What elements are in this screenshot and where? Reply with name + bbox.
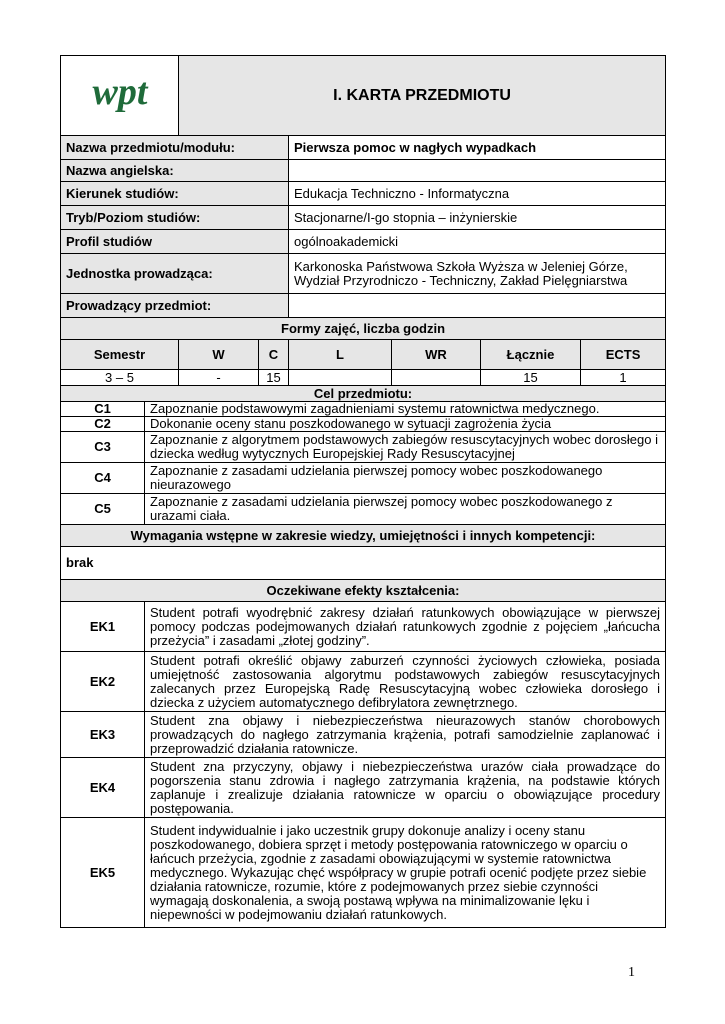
page-number: 1: [628, 965, 635, 980]
info-label: Profil studiów: [61, 230, 289, 254]
table-cell: 15: [259, 370, 289, 386]
goal-row: [61, 494, 666, 525]
header-row: [61, 56, 666, 136]
goal-code: C4: [61, 463, 145, 494]
outcome-row: [61, 818, 666, 928]
info-value: [289, 294, 666, 318]
column-header: W: [179, 340, 259, 370]
table-cell: [289, 370, 392, 386]
outcomes-heading: Oczekiwane efekty kształcenia:: [61, 580, 666, 602]
outcome-code: EK4: [61, 758, 145, 818]
outcome-text: Student potrafi wyodrębnić zakresy działań ratunkowych obowiązujące w pierwszej pomocy podczas podejmowanych działań ratunkowych zgodnie z pojęciem „łańcucha przeżycia” i zasadami „złotej godziny”.: [145, 602, 666, 652]
goal-text: Dokonanie oceny stanu poszkodowanego w sytuacji zagrożenia życia: [145, 417, 666, 432]
goal-code: C3: [61, 432, 145, 463]
table-cell: 15: [481, 370, 581, 386]
requirements-row: [61, 547, 666, 580]
page-title: I. KARTA PRZEDMIOTU: [179, 56, 666, 136]
requirements-heading: Wymagania wstępne w zakresie wiedzy, umiejętności i innych kompetencji:: [61, 525, 666, 547]
info-value: Pierwsza pomoc w nagłych wypadkach: [289, 136, 666, 160]
outcome-code: EK5: [61, 818, 145, 928]
goal-text: Zapoznanie z zasadami udzielania pierwszej pomocy wobec poszkodowanego z urazami ciała.: [145, 494, 666, 525]
goal-row: [61, 417, 666, 432]
outcome-row: [61, 758, 666, 818]
info-value: Karkonoska Państwowa Szkoła Wyższa w Jeleniej Górze, Wydział Przyrodniczo - Techniczny, Zakład Pielęgniarstwa: [289, 254, 666, 294]
forms-heading: Formy zajęć, liczba godzin: [61, 318, 666, 340]
outcome-text: Student indywidualnie i jako uczestnik grupy dokonuje analizy i oceny stanu poszkodowanego, dobiera sprzęt i metody postępowania ratowniczego w oparciu o łańcuch przeżycia, zgodnie z zasadami obowiązującymi w systemie ratownictwa medycznego. Wykazując chęć współpracy w grupie potrafi ocenić podjęte przez siebie działania ratownicze, rozumie, które z podejmowanych przez siebie czynności wymagają doskonalenia, a swoją postawą wpływa na minimalizowanie lęku i niepewności w podejmowaniu działań ratunkowych.: [145, 818, 666, 928]
outcome-code: EK2: [61, 652, 145, 712]
column-header: WR: [392, 340, 481, 370]
info-row: [61, 160, 666, 182]
goals-heading-row: [61, 386, 666, 402]
info-value: Edukacja Techniczno - Informatyczna: [289, 182, 666, 206]
outcome-text: Student potrafi określić objawy zaburzeń czynności życiowych człowieka, posiada umiejętność zastosowania algorytmu podstawowych zabiegów resuscytacyjnych zalecanych przez Europejską Radę Resuscytacyjną wobec człowieka dorosłego i dziecka z użyciem automatycznego defibrylatora zewnętrznego.: [145, 652, 666, 712]
info-label: Prowadzący przedmiot:: [61, 294, 289, 318]
course-card-table: [60, 55, 666, 386]
goal-row: [61, 463, 666, 494]
outcome-code: EK1: [61, 602, 145, 652]
goal-code: C1: [61, 402, 145, 417]
goal-code: C2: [61, 417, 145, 432]
info-row: [61, 136, 666, 160]
goal-row: [61, 402, 666, 417]
outcome-text: Student zna przyczyny, objawy i niebezpieczeństwa urazów ciała prowadzące do pogorszenia stanu zdrowia i nagłego zatrzymania krążenia, na podstawie których zaplanuje i zrealizuje działania ratownicze w oparciu o obowiązujące procedury postępowania.: [145, 758, 666, 818]
column-header: Łącznie: [481, 340, 581, 370]
requirements-text: brak: [61, 547, 666, 580]
info-row: [61, 254, 666, 294]
outcome-code: EK3: [61, 712, 145, 758]
info-label: Nazwa angielska:: [61, 160, 289, 182]
svg-text:wpt: wpt: [92, 72, 147, 113]
column-header: ECTS: [581, 340, 666, 370]
logo-cell: [61, 56, 179, 136]
forms-heading-row: [61, 318, 666, 340]
goal-text: Zapoznanie podstawowymi zagadnieniami systemu ratownictwa medycznego.: [145, 402, 666, 417]
info-value: ogólnoakademicki: [289, 230, 666, 254]
goal-row: [61, 432, 666, 463]
requirements-heading-row: [61, 525, 666, 547]
column-header: C: [259, 340, 289, 370]
table-cell: 1: [581, 370, 666, 386]
outcome-row: [61, 652, 666, 712]
course-card: [60, 55, 665, 928]
outcome-text: Student zna objawy i niebezpieczeństwa nieurazowych stanów chorobowych prowadzących do nagłego zatrzymania krążenia, potrafi samodzielnie zaplanować i przeprowadzić działania ratownicze.: [145, 712, 666, 758]
table-cell: [392, 370, 481, 386]
info-value: [289, 160, 666, 182]
info-row: [61, 230, 666, 254]
forms-columns-row: [61, 340, 666, 370]
info-row: [61, 294, 666, 318]
table-cell: -: [179, 370, 259, 386]
goal-text: Zapoznanie z algorytmem podstawowych zabiegów resuscytacyjnych wobec dorosłego i dziecka według wytycznych Europejskiej Rady Resuscytacyjnej: [145, 432, 666, 463]
outcome-row: [61, 712, 666, 758]
info-row: [61, 206, 666, 230]
goals-table: [60, 385, 666, 928]
table-cell: 3 – 5: [61, 370, 179, 386]
info-label: Kierunek studiów:: [61, 182, 289, 206]
info-row: [61, 182, 666, 206]
info-value: Stacjonarne/I-go stopnia – inżynierskie: [289, 206, 666, 230]
column-header: L: [289, 340, 392, 370]
outcome-row: [61, 602, 666, 652]
info-label: Tryb/Poziom studiów:: [61, 206, 289, 230]
wpt-logo: [75, 72, 165, 116]
column-header: Semestr: [61, 340, 179, 370]
info-label: Jednostka prowadząca:: [61, 254, 289, 294]
goals-heading: Cel przedmiotu:: [61, 386, 666, 402]
goal-code: C5: [61, 494, 145, 525]
forms-values-row: [61, 370, 666, 386]
outcomes-heading-row: [61, 580, 666, 602]
goal-text: Zapoznanie z zasadami udzielania pierwszej pomocy wobec poszkodowanego nieurazowego: [145, 463, 666, 494]
info-label: Nazwa przedmiotu/modułu:: [61, 136, 289, 160]
